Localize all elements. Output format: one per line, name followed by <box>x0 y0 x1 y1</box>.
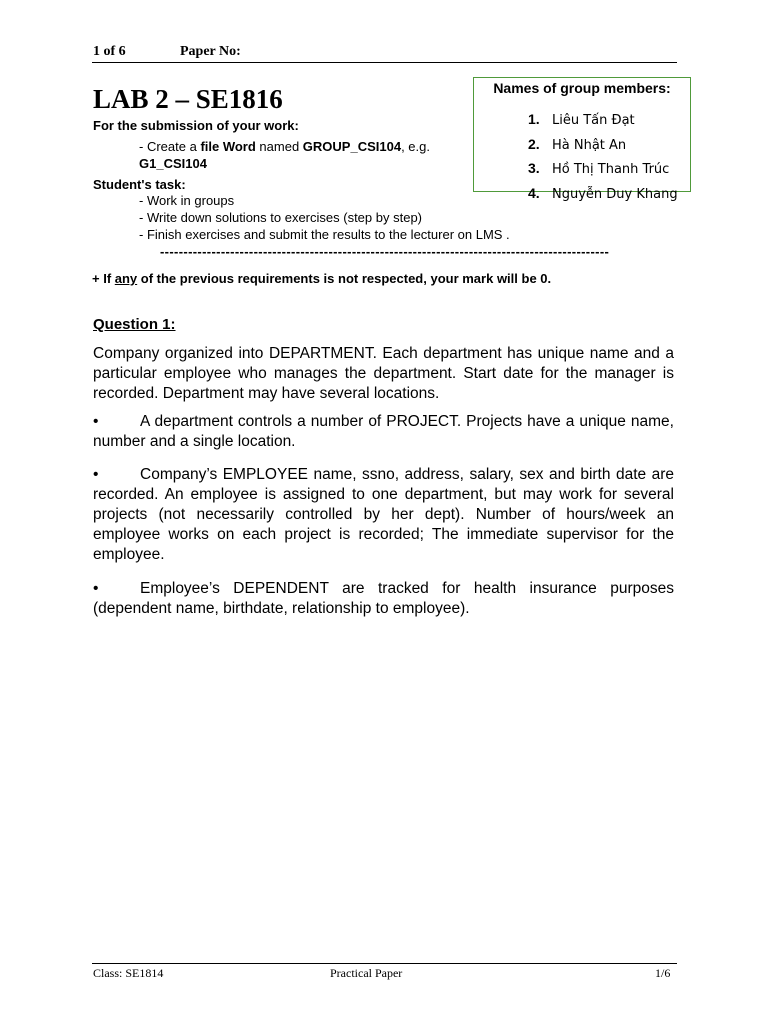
member-item <box>528 108 678 133</box>
member-item <box>528 133 678 158</box>
dash-separator: ------------------------------------------------------------------------------------------------ <box>160 244 610 259</box>
member-item <box>528 157 678 182</box>
footer-title: Practical Paper <box>330 966 403 980</box>
footer-page: 1/6 <box>655 966 671 980</box>
paper-number-label: Paper No: <box>180 44 241 59</box>
task-item: - Work in groups <box>139 193 235 208</box>
submission-heading: For the submission of your work: <box>93 118 299 133</box>
group-members-heading: Names of group members: <box>493 80 671 96</box>
submission-item: - Create a file Word named GROUP_CSI104, e.g. <box>139 139 430 154</box>
task-item: - Write down solutions to exercises (step by step) <box>139 210 422 225</box>
submission-example: G1_CSI104 <box>139 156 207 171</box>
member-number: 3. <box>528 160 540 177</box>
list-dash: - <box>139 139 147 154</box>
task-item: - Finish exercises and submit the results to the lecturer on LMS . <box>139 227 510 242</box>
footer-class: Class: SE1814 <box>93 966 164 980</box>
question-heading: Question 1: <box>93 316 176 333</box>
member-number: 1. <box>528 111 540 127</box>
group-members-box <box>473 77 691 203</box>
question-intro: Company organized into DEPARTMENT. Each department has unique name and a particular employee who manages the department. Start date for the manager is recorded. Department may have several locations. <box>93 345 674 402</box>
page-count: 1 of 6 <box>93 44 126 59</box>
group-members-list <box>528 108 678 207</box>
member-number: 4. <box>528 185 540 202</box>
header-rule <box>92 62 677 63</box>
member-number: 2. <box>528 135 540 152</box>
question-bullet: • A department controls a number of PROJECT. Projects have a unique name, number and a single location. <box>93 413 674 450</box>
bullet-icon: • <box>93 413 99 430</box>
question-bullet: • Employee’s DEPENDENT are tracked for health insurance purposes (dependent name, birthdate, relationship to employee). <box>93 580 674 617</box>
lab-title: LAB 2 – SE1816 <box>93 84 283 114</box>
member-name: Nguyễn Duy Khang <box>552 187 678 203</box>
bullet-icon: • <box>93 466 99 483</box>
member-item <box>528 182 678 207</box>
bullet-icon: • <box>93 580 99 597</box>
member-name: Hồ Thị Thanh Trúc <box>552 162 670 178</box>
question-bullet: • Company’s EMPLOYEE name, ssno, address, salary, sex and birth date are recorded. An employee is assigned to one department, but may work for several projects (not necessarily controlled by her dept). Number of hours/week an employee works on each project is recorded; The immediate supervisor for the employee. <box>93 466 674 563</box>
member-name: Liêu Tấn Đạt <box>552 113 635 128</box>
warning-note: + If any of the previous requirements is not respected, your mark will be 0. <box>92 271 552 286</box>
footer-rule <box>92 963 677 964</box>
member-name: Hà Nhật An <box>552 137 627 153</box>
task-heading: Student's task: <box>93 177 186 192</box>
